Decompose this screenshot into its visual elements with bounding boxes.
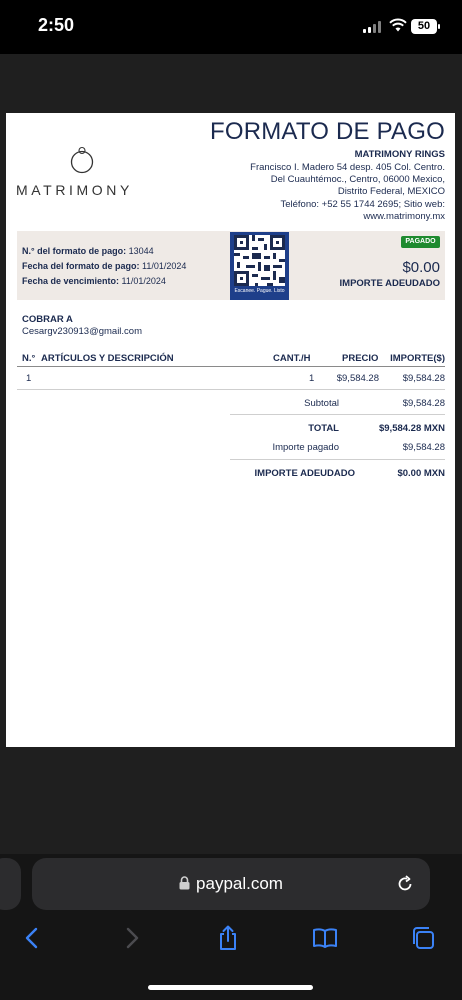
page-title: FORMATO DE PAGO [209,118,445,145]
company-name: MATRIMONY RINGS [354,149,445,160]
share-icon[interactable] [215,925,241,951]
battery-icon: 50 [411,19,437,34]
balance-due-label: IMPORTE ADEUDADO [254,468,355,479]
address-line: Teléfono: +52 55 1744 2695; Sitio web: [280,198,445,210]
invoice-number: N.° del formato de pago: 13044 [22,246,154,256]
address-bar[interactable] [32,858,430,910]
total-value: $9,584.28 MXN [378,423,445,434]
subtotal-value: $9,584.28 [402,398,445,409]
bookmarks-icon[interactable] [312,925,338,951]
amount-due-value: $0.00 [402,259,440,276]
row-number: 1 [26,373,32,384]
status-bar [0,0,462,54]
signal-icon [363,21,383,33]
address-line: Francisco I. Madero 54 desp. 405 Col. Centro. [250,162,445,173]
summary-divider [230,414,445,415]
lock-icon [179,876,190,890]
row-divider [17,389,445,390]
summary-divider [230,459,445,460]
bill-to-label: COBRAR A [22,314,73,325]
row-amount: $9,584.28 [402,373,445,384]
status-time: 2:50 [38,15,75,35]
wifi-icon [389,18,407,32]
col-header-description: ARTÍCULOS Y DESCRIPCIÓN [41,353,174,364]
brand-name: MATRIMONY [16,182,133,198]
forward-icon[interactable] [118,925,144,951]
paid-value: $9,584.28 [402,442,445,453]
table-header-divider [17,366,445,367]
subtotal-label: Subtotal [304,398,339,409]
total-label: TOTAL [308,423,339,434]
paid-label: Importe pagado [272,442,339,453]
url-display[interactable] [32,858,430,910]
home-indicator [148,985,313,990]
qr-pattern-icon [234,235,285,286]
previous-tab[interactable] [0,858,21,910]
bill-to-email: Cesargv230913@gmail.com [22,326,143,337]
address-line: Distrito Federal, MEXICO [337,186,445,198]
balance-due-value: $0.00 MXN [397,468,445,479]
website-link[interactable]: www.matrimony.mx [363,210,445,222]
back-icon[interactable] [20,925,46,951]
tabs-icon[interactable] [410,925,436,951]
row-qty: 1 [309,373,315,384]
status-badge: PAGADO [401,236,440,248]
col-header-amount: IMPORTE($) [390,353,445,364]
qr-code[interactable] [230,232,289,300]
qr-caption: Escanee. Pague. Listo [234,288,285,294]
invoice-date: Fecha del formato de pago: 11/01/2024 [22,261,187,271]
row-price: $9,584.28 [336,373,379,384]
invoice-due-date: Fecha de vencimiento: 11/01/2024 [22,276,166,286]
reload-icon[interactable] [396,875,414,893]
col-header-price: PRECIO [342,353,379,364]
col-header-number: N.° [22,353,36,364]
amount-due-label: IMPORTE ADEUDADO [339,278,440,289]
company-address [205,162,445,223]
url-text: paypal.com [196,874,283,893]
col-header-qty: CANT./H [273,353,311,364]
address-line: Del Cuauhtémoc., Centro, 06000 Mexico, [270,174,445,186]
ring-logo-icon [68,146,96,174]
